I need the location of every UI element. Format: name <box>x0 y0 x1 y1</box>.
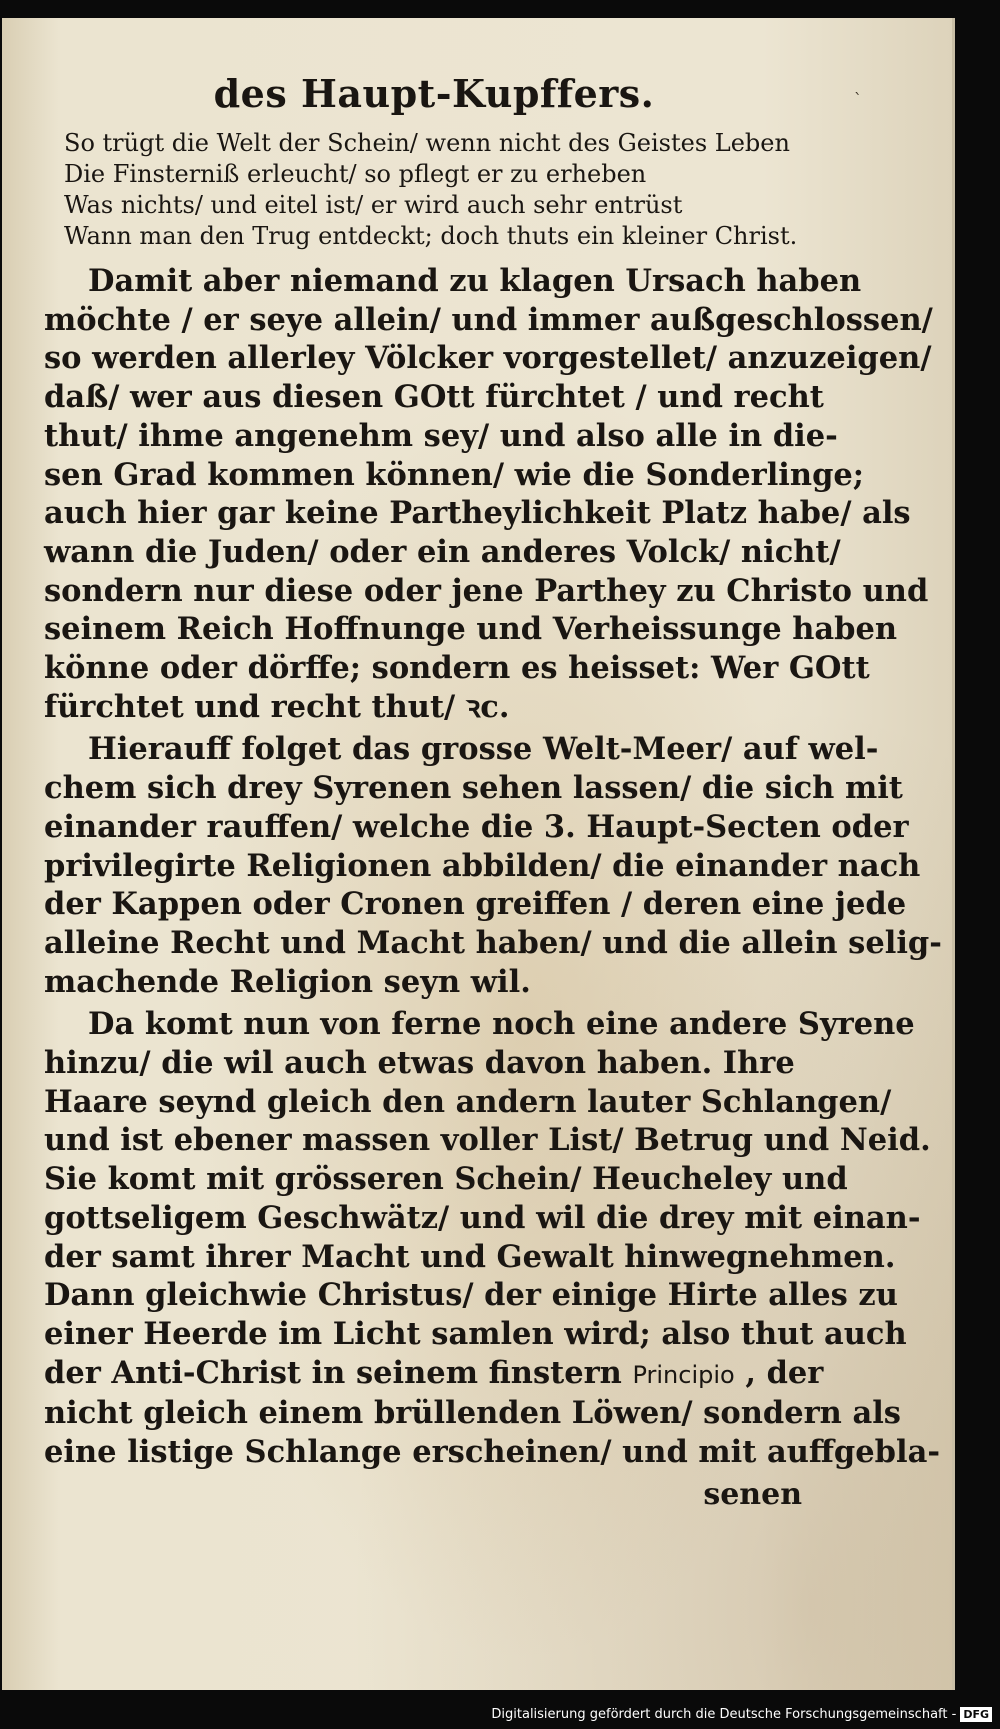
text-fragment: der Anti-Christ in seinem finstern <box>44 1354 633 1391</box>
text-line: sen Grad kommen können/ wie die Sonderlinge; <box>44 456 865 493</box>
page-text-block <box>44 66 942 1514</box>
text-line: Da komt nun von ferne noch eine andere Syrene <box>88 1006 915 1043</box>
verse-line: Wann man den Trug entdeckt; doch thuts ein kleiner Christ. <box>64 222 798 250</box>
digitization-footer <box>491 1707 992 1722</box>
text-line: hinzu/ die wil auch etwas davon haben. Ihre <box>44 1045 795 1082</box>
latin-word: Principio <box>632 1360 735 1389</box>
text-line: der Kappen oder Cronen greiffen / deren eine jede <box>44 886 907 923</box>
corner-mark: ` <box>854 90 862 109</box>
dfg-logo: DFG <box>960 1707 992 1722</box>
text-line: Hierauff folget das grosse Welt-Meer/ auf wel- <box>88 731 879 768</box>
catchword: senen <box>703 1476 802 1512</box>
text-line: einander rauffen/ welche die 3. Haupt-Secten oder <box>44 808 909 845</box>
text-line: thut/ ihme angenehm sey/ und also alle in die- <box>44 417 838 454</box>
text-fragment: , der <box>734 1354 824 1391</box>
verse-line: Was nichts/ und eitel ist/ er wird auch sehr entrüst <box>64 191 683 219</box>
text-line: auch hier gar keine Partheylichkeit Platz habe/ als <box>44 495 911 532</box>
text-line: so werden allerley Völcker vorgestellet/ anzuzeigen/ <box>44 340 932 377</box>
text-line: Sie komt mit grösseren Schein/ Heucheley und <box>44 1161 848 1198</box>
text-line: könne oder dörffe; sondern es heisset: Wer GOtt <box>44 650 870 687</box>
book-page <box>2 18 955 1690</box>
text-line: privilegirte Religionen abbilden/ die einander nach <box>44 847 921 884</box>
verse-line: So trügt die Welt der Schein/ wenn nicht des Geistes Leben <box>64 129 790 157</box>
paragraph-1 <box>44 262 933 726</box>
text-line: nicht gleich einem brüllenden Löwen/ sondern als <box>44 1395 901 1432</box>
text-line: einer Heerde im Licht samlen wird; also thut auch <box>44 1315 907 1352</box>
text-line: gottseligem Geschwätz/ und wil die drey mit einan- <box>44 1199 921 1236</box>
text-line: sondern nur diese oder jene Parthey zu Christo und <box>44 572 929 609</box>
text-line: und ist ebener massen voller List/ Betrug und Neid. <box>44 1122 931 1159</box>
text-line: eine listige Schlange erscheinen/ und mit auffgebla- <box>44 1434 940 1471</box>
paragraph-2 <box>44 730 942 1001</box>
verse-block <box>44 128 824 252</box>
text-line: möchte / er seye allein/ und immer außgeschlossen/ <box>44 301 933 338</box>
text-line: Haare seynd gleich den andern lauter Schlangen/ <box>44 1083 892 1120</box>
text-line: seinem Reich Hoffnunge und Verheissunge haben <box>44 611 898 648</box>
verse-line: Die Finsterniß erleucht/ so pflegt er zu erheben <box>64 160 647 188</box>
text-line-with-latin <box>44 1354 824 1395</box>
text-line: wann die Juden/ oder ein anderes Volck/ nicht/ <box>44 533 841 570</box>
text-line: Damit aber niemand zu klagen Ursach haben <box>88 263 862 299</box>
text-line: fürchtet und recht thut/ ꝛc. <box>44 688 510 725</box>
text-line: machende Religion seyn wil. <box>44 963 531 1000</box>
funding-credit: Digitalisierung gefördert durch die Deutsche Forschungsgemeinschaft - <box>491 1707 957 1722</box>
text-line: chem sich drey Syrenen sehen lassen/ die sich mit <box>44 770 903 807</box>
text-line: alleine Recht und Macht haben/ und die allein selig- <box>44 924 942 961</box>
text-line: Dann gleichwie Christus/ der einige Hirte alles zu <box>44 1277 898 1314</box>
running-head: des Haupt-Kupffers. <box>213 71 655 116</box>
text-line: daß/ wer aus diesen GOtt fürchtet / und recht <box>44 379 824 416</box>
paragraph-3 <box>44 1005 940 1471</box>
text-line: der samt ihrer Macht und Gewalt hinwegnehmen. <box>44 1238 896 1275</box>
